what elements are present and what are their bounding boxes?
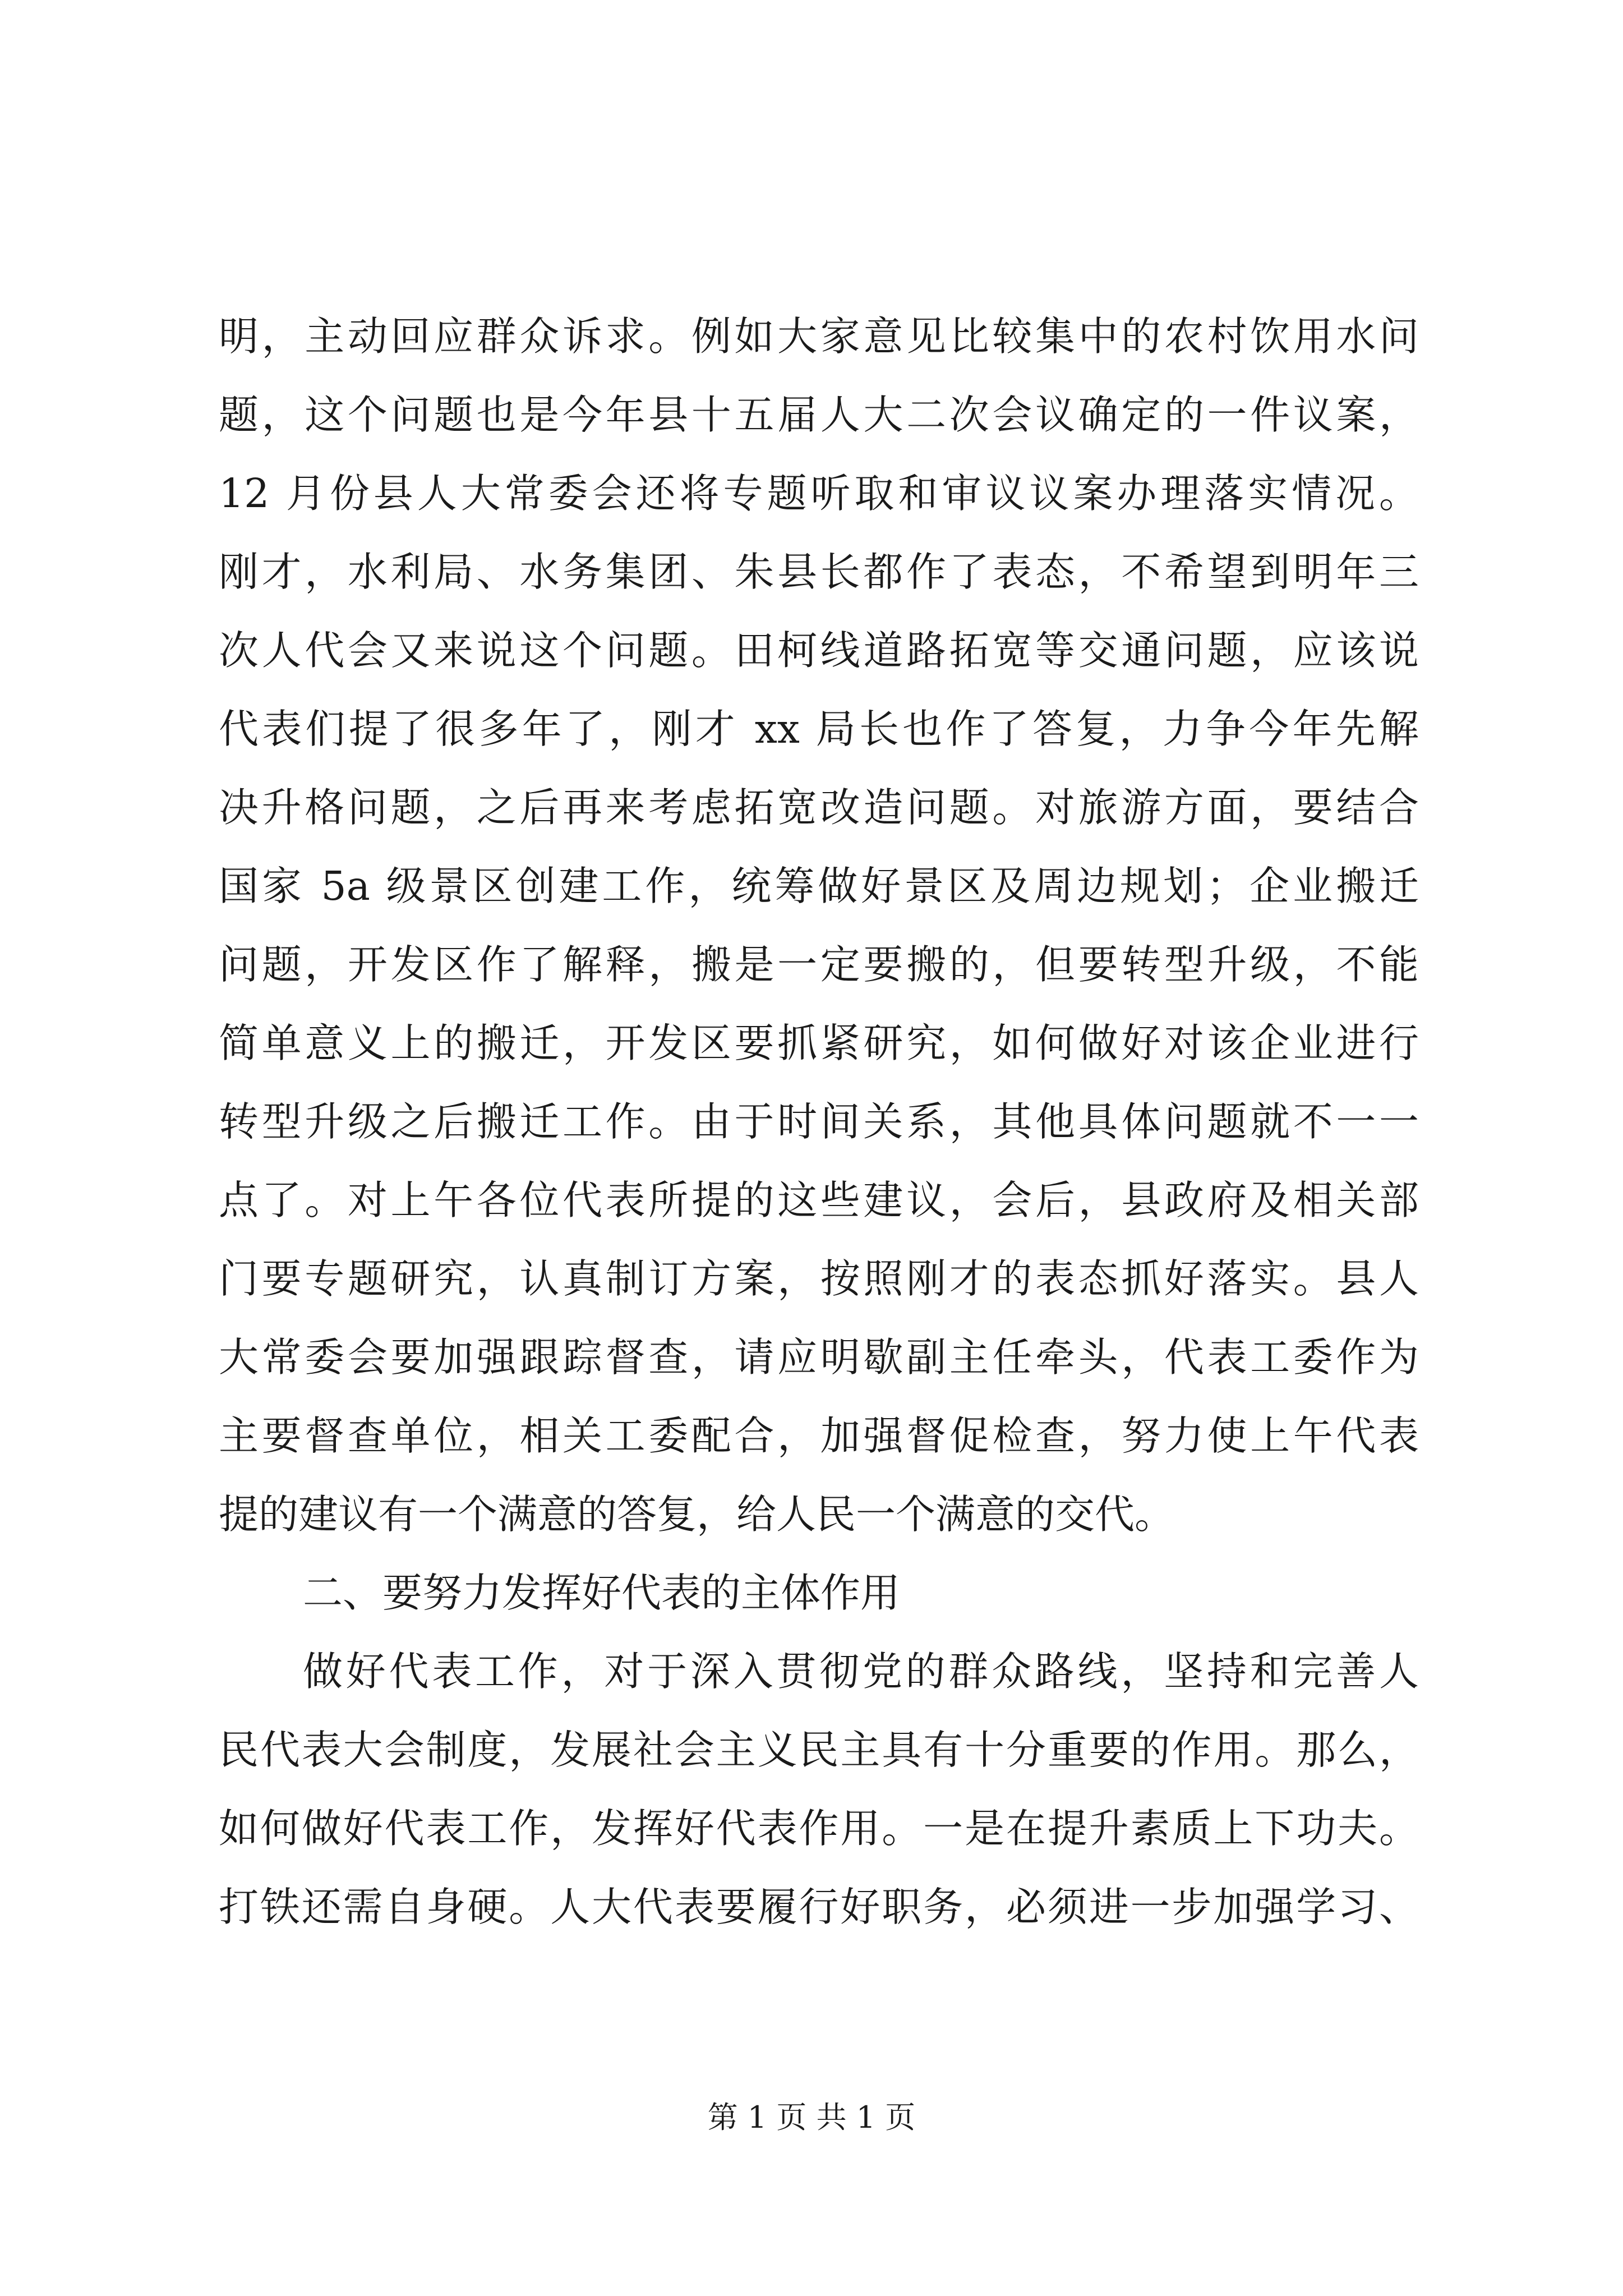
text-line-20: 如何做好代表工作，发挥好代表作用。一是在提升素质上下功夫。 <box>219 1805 1419 1852</box>
text-line-2: 题，这个问题也是今年县十五届人大二次会议确定的一件议案， <box>219 392 1419 438</box>
text-line-19: 民代表大会制度，发展社会主义民主具有十分重要的作用。那么， <box>219 1727 1419 1773</box>
text-line-13: 门要专题研究，认真制订方案，按照刚才的表态抓好落实。县人 <box>219 1255 1419 1302</box>
text-line-18: 做好代表工作，对于深入贯彻党的群众路线，坚持和完善人 <box>303 1648 1419 1695</box>
text-line-3: 12 月份县人大常委会还将专题听取和审议议案办理落实情况。 <box>219 470 1419 517</box>
text-line-1: 明，主动回应群众诉求。例如大家意见比较集中的农村饮用水问 <box>219 313 1419 360</box>
page-footer: 第 1 页 共 1 页 <box>707 2100 916 2135</box>
text-line-11: 转型升级之后搬迁工作。由于时间关系，其他具体问题就不一一 <box>219 1098 1419 1145</box>
text-line-4: 刚才，水利局、水务集团、朱县长都作了表态，不希望到明年三 <box>219 549 1419 595</box>
section-heading: 二、要努力发挥好代表的主体作用 <box>303 1570 901 1616</box>
text-line-10: 简单意义上的搬迁，开发区要抓紧研究，如何做好对该企业进行 <box>219 1020 1419 1066</box>
text-line-8: 国家 5a 级景区创建工作，统筹做好景区及周边规划；企业搬迁 <box>219 863 1419 909</box>
text-line-5: 次人代会又来说这个问题。田柯线道路拓宽等交通问题，应该说 <box>219 627 1419 674</box>
text-line-9: 问题，开发区作了解释，搬是一定要搬的，但要转型升级，不能 <box>219 941 1419 988</box>
text-line-16: 提的建议有一个满意的答复，给人民一个满意的交代。 <box>219 1491 1175 1538</box>
text-line-15: 主要督查单位，相关工委配合，加强督促检查，努力使上午代表 <box>219 1412 1419 1459</box>
text-line-12: 点了。对上午各位代表所提的这些建议，会后，县政府及相关部 <box>219 1177 1419 1223</box>
text-line-6: 代表们提了很多年了，刚才 xx 局长也作了答复，力争今年先解 <box>219 706 1419 752</box>
text-line-14: 大常委会要加强跟踪督查，请应明歇副主任牵头，代表工委作为 <box>219 1334 1419 1381</box>
text-line-7: 决升格问题，之后再来考虑拓宽改造问题。对旅游方面，要结合 <box>219 784 1419 831</box>
text-line-21: 打铁还需自身硬。人大代表要履行好职务，必须进一步加强学习、 <box>219 1884 1419 1930</box>
